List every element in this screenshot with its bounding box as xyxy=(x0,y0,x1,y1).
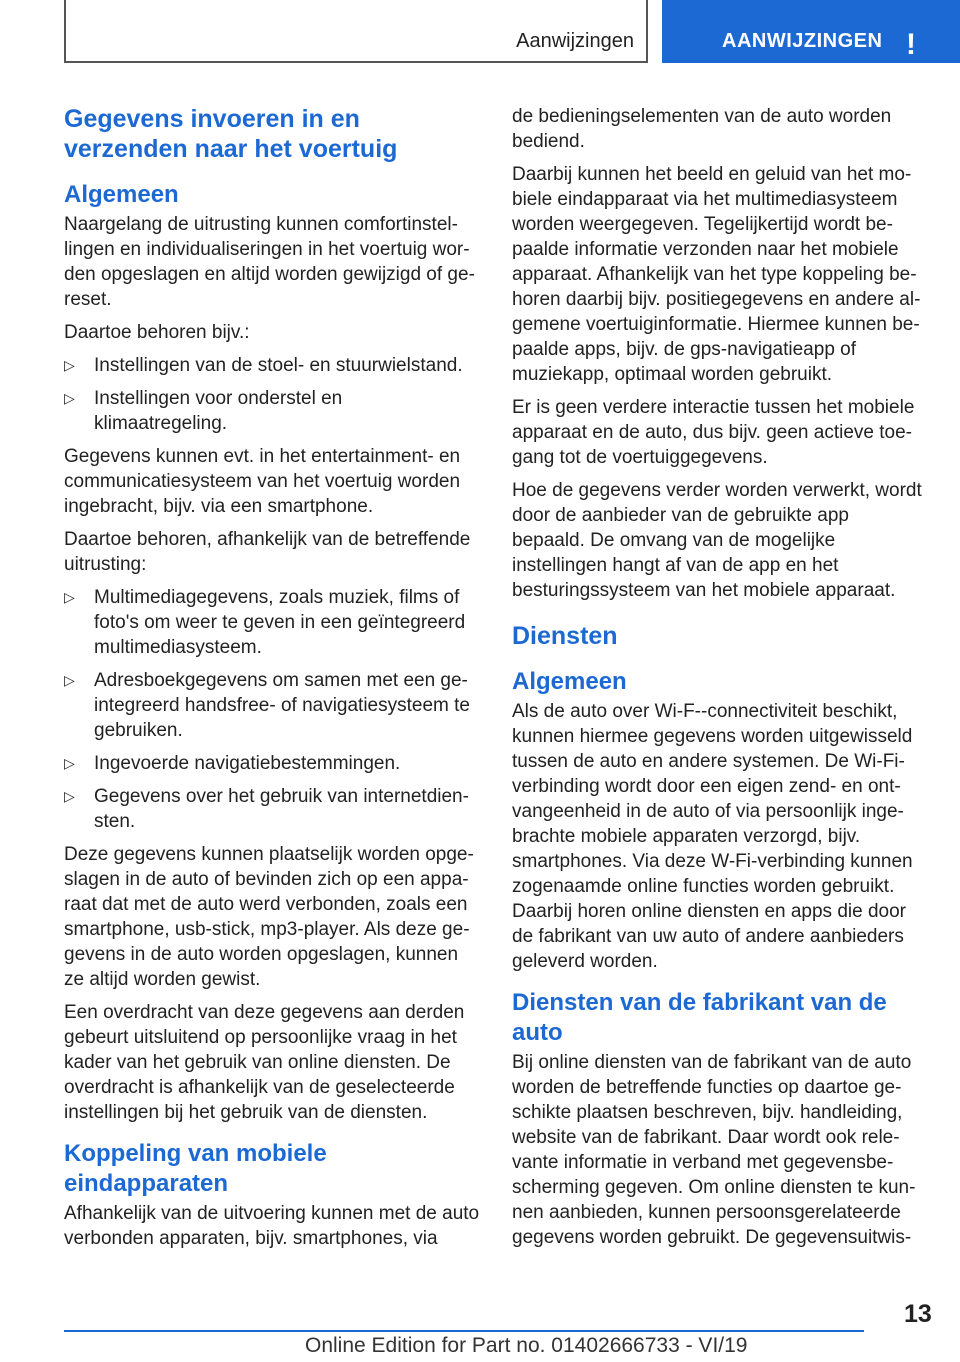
right-column xyxy=(512,104,926,1258)
header-chapter-tab xyxy=(662,0,960,63)
heading-data-input: Gegevens invoeren in en verzenden naar het voertuig xyxy=(64,105,398,163)
triangle-bullet-icon: ▷ xyxy=(64,788,75,804)
paragraph: Daarbij kunnen het beeld en geluid van het mo-biele eindapparaat via het multimediasysteem worden weergegeven. Tegelijkertijd wordt be-paalde informatie verzonden naar het mobiele apparaat. Afhankelijk van het type koppeling be-horen daarbij bijv. positiegegevens en andere al-gemene voertuiginformatie. Hiermee kunnen be-paalde apps, bijv. de gps-navigatieapp of muziekapp, optimaal worden gebruikt. xyxy=(512,164,921,385)
heading-services: Diensten xyxy=(512,622,618,650)
list-item-text: Instellingen van de stoel- en stuurwielstand. xyxy=(94,355,463,376)
paragraph: Gegevens kunnen evt. in het entertainment- en communicatiesysteem van het voertuig worden ingebracht, bijv. via een smartphone. xyxy=(64,446,461,517)
paragraph: Als de auto over Wi-F--connectiviteit beschikt, kunnen hiermee gegevens worden uitgewisseld tussen de auto en andere systemen. De Wi-Fi-verbinding wordt door een eigen zend- en ont-vangeenheid in de auto of via persoonlijk inge-brachte mobiele apparaten verzorgd, bijv. smartphones. Via deze W-Fi-verbinding kunnen zogenaamde online functies worden gebruikt. Daarbij horen online diensten en apps die door de fabrikant van uw auto of andere aanbieders geleverd worden. xyxy=(512,701,913,972)
list-item-text: Multimediagegevens, zoals muziek, films of foto's om weer te geven in een geïntegreerd multimediasysteem. xyxy=(94,587,466,658)
list-item xyxy=(64,668,480,743)
list-item xyxy=(64,353,480,378)
header-section-box xyxy=(64,0,648,63)
list-item xyxy=(64,784,480,834)
heading-general: Algemeen xyxy=(64,181,179,208)
list-item-text: Adresboekgegevens om samen met een ge-integreerd handsfree- of navigatiesysteem te gebruiken. xyxy=(94,670,470,741)
bullet-list xyxy=(64,585,480,834)
paragraph: Een overdracht van deze gegevens aan derden gebeurt uitsluitend op persoonlijke vraag in het kader van het gebruik van online diensten. De overdracht is afhankelijk van de geselecteerde instellingen bij het gebruik van de diensten. xyxy=(64,1002,465,1123)
page-number: 13 xyxy=(904,1300,932,1328)
paragraph: de bedieningselementen van de auto worden bediend. xyxy=(512,106,892,152)
triangle-bullet-icon: ▷ xyxy=(64,672,75,688)
header-section-title: Aanwijzingen xyxy=(516,30,634,52)
paragraph: Hoe de gegevens verder worden verwerkt, wordt door de aanbieder van de gebruikte app bepaald. De omvang van de mogelijke instellingen hangt af van de app en het besturingssysteem van het mobiele apparaat. xyxy=(512,480,922,601)
triangle-bullet-icon: ▷ xyxy=(64,589,75,605)
bullet-list xyxy=(64,353,480,436)
paragraph: Daartoe behoren, afhankelijk van de betreffende uitrusting: xyxy=(64,529,471,575)
heading-manufacturer-services: Diensten van de fabrikant van de auto xyxy=(512,989,887,1046)
paragraph: Naargelang de uitrusting kunnen comfortinstel-lingen en individualiseringen in het voertuig wor-den opgeslagen en altijd worden gewijzigd of ge-reset. xyxy=(64,214,475,310)
paragraph: Afhankelijk van de uitvoering kunnen met de auto verbonden apparaten, bijv. smartphones, via xyxy=(64,1203,480,1249)
paragraph: Er is geen verdere interactie tussen het mobiele apparaat en de auto, dus bijv. geen actieve toe-gang tot de voertuiggegevens. xyxy=(512,397,915,468)
list-item-text: Instellingen voor onderstel en klimaatregeling. xyxy=(94,388,343,434)
list-item-text: Ingevoerde navigatiebestemmingen. xyxy=(94,753,401,774)
paragraph: Bij online diensten van de fabrikant van de auto worden de betreffende functies op daartoe ge-schikte plaatsen beschreven, bijv. handleiding, website van de fabrikant. Daar wordt ook rele-vante informatie in verband met gegevensbe-scherming gegeven. Om online diensten te kun-nen aanbieden, kunnen persoonsgerelateerde gegevens worden gebruikt. De gegevensuitwis- xyxy=(512,1052,916,1248)
heading-general: Algemeen xyxy=(512,668,627,695)
triangle-bullet-icon: ▷ xyxy=(64,755,75,771)
paragraph: Daartoe behoren bijv.: xyxy=(64,322,250,343)
left-column xyxy=(64,104,480,1259)
list-item-text: Gegevens over het gebruik van internetdien-sten. xyxy=(94,786,469,832)
paragraph: Deze gegevens kunnen plaatselijk worden opge-slagen in de auto of bevinden zich op een appa-raat dat met de auto werd verbonden, zoals een smartphone, usb-stick, mp3-player. Als deze ge-gevens in de auto worden opgeslagen, kunnen ze altijd worden gewist. xyxy=(64,844,474,990)
footer-edition: Online Edition for Part no. 01402666733 - VI/19 xyxy=(305,1334,748,1357)
header-chapter-title: AANWIJZINGEN xyxy=(722,30,883,52)
page-header xyxy=(0,0,960,66)
triangle-bullet-icon: ▷ xyxy=(64,390,75,406)
list-item xyxy=(64,751,480,776)
list-item xyxy=(64,585,480,660)
heading-coupling: Koppeling van mobiele eindapparaten xyxy=(64,1140,327,1197)
list-item xyxy=(64,386,480,436)
triangle-bullet-icon: ▷ xyxy=(64,357,75,373)
footer-divider xyxy=(64,1330,864,1332)
exclamation-icon: ! xyxy=(906,28,916,61)
